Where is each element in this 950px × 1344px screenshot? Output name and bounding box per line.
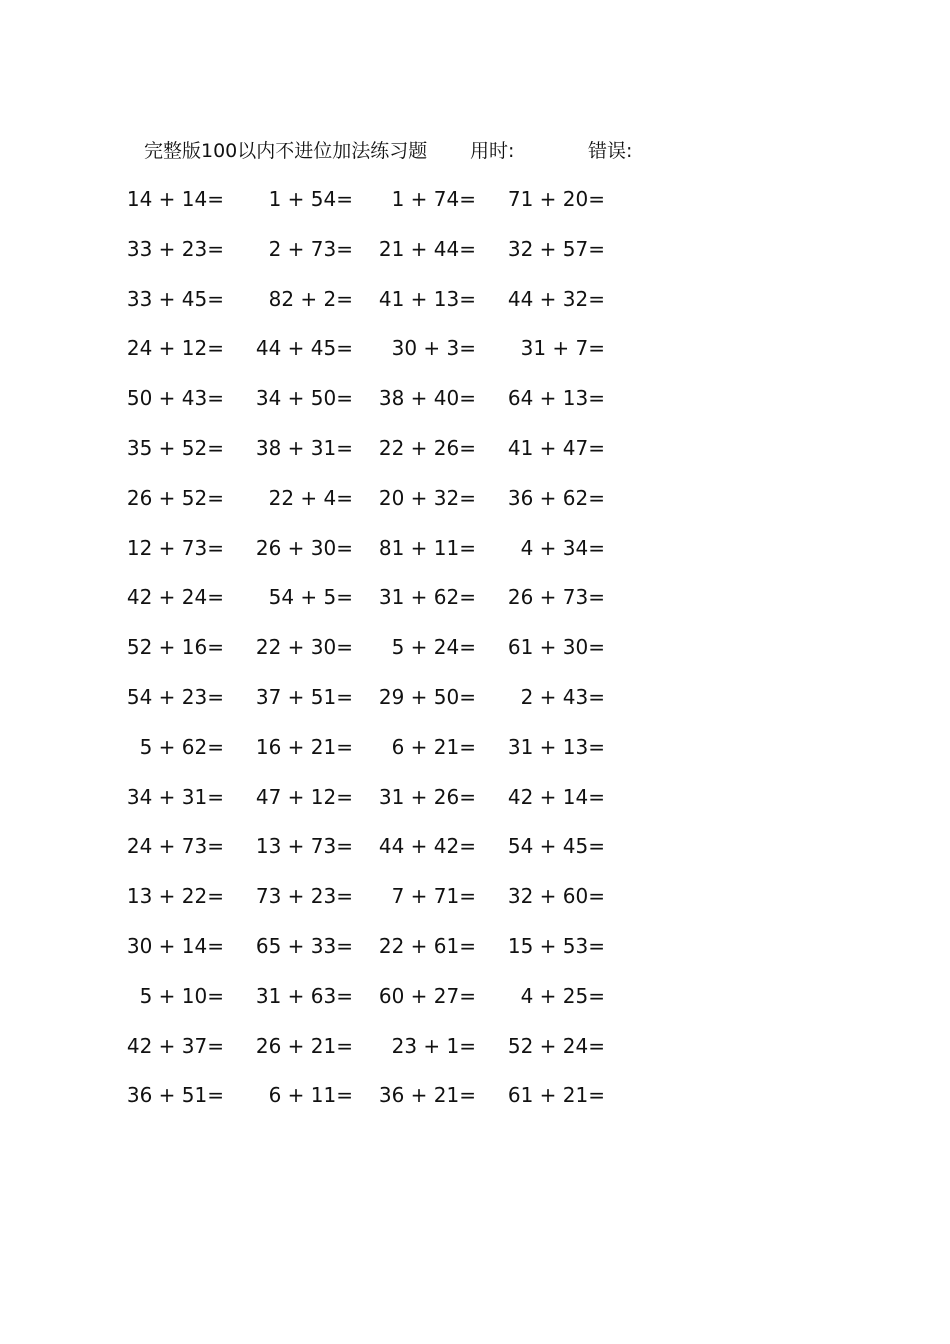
- addition-problem: 12 + 73=: [126, 535, 224, 560]
- addition-problem: 13 + 73=: [255, 834, 353, 859]
- addition-problem: 41 + 13=: [378, 286, 476, 311]
- addition-problem: 24 + 12=: [126, 336, 224, 361]
- addition-problem: 26 + 73=: [507, 585, 605, 610]
- problem-row: [0, 981, 950, 1031]
- addition-problem: 23 + 1=: [391, 1033, 476, 1058]
- addition-problem: 61 + 30=: [507, 635, 605, 660]
- problem-grid: [0, 184, 950, 1130]
- addition-problem: 22 + 4=: [268, 485, 353, 510]
- addition-problem: 26 + 30=: [255, 535, 353, 560]
- addition-problem: 37 + 51=: [255, 684, 353, 709]
- addition-problem: 22 + 26=: [378, 435, 476, 460]
- addition-problem: 5 + 10=: [139, 983, 224, 1008]
- addition-problem: 14 + 14=: [126, 187, 224, 211]
- addition-problem: 2 + 43=: [520, 684, 605, 709]
- addition-problem: 36 + 51=: [126, 1083, 224, 1108]
- problem-row: [0, 533, 950, 583]
- problem-row: [0, 682, 950, 732]
- addition-problem: 34 + 31=: [126, 784, 224, 809]
- addition-problem: 73 + 23=: [255, 884, 353, 909]
- addition-problem: 64 + 13=: [507, 386, 605, 411]
- addition-problem: 24 + 73=: [126, 834, 224, 859]
- addition-problem: 22 + 30=: [255, 635, 353, 660]
- addition-problem: 54 + 45=: [507, 834, 605, 859]
- addition-problem: 35 + 52=: [126, 435, 224, 460]
- problem-row: [0, 483, 950, 533]
- addition-problem: 44 + 45=: [255, 336, 353, 361]
- addition-problem: 26 + 21=: [255, 1033, 353, 1058]
- addition-problem: 4 + 25=: [520, 983, 605, 1008]
- problem-row: [0, 333, 950, 383]
- addition-problem: 32 + 57=: [507, 236, 605, 261]
- problem-row: [0, 1080, 950, 1130]
- addition-problem: 82 + 2=: [268, 286, 353, 311]
- addition-problem: 30 + 14=: [126, 933, 224, 958]
- problem-row: [0, 881, 950, 931]
- addition-problem: 5 + 24=: [391, 635, 476, 660]
- problem-row: [0, 383, 950, 433]
- addition-problem: 42 + 24=: [126, 585, 224, 610]
- addition-problem: 6 + 21=: [391, 734, 476, 759]
- addition-problem: 32 + 60=: [507, 884, 605, 909]
- addition-problem: 60 + 27=: [378, 983, 476, 1008]
- addition-problem: 31 + 7=: [520, 336, 605, 361]
- problem-row: [0, 831, 950, 881]
- addition-problem: 71 + 20=: [507, 187, 605, 211]
- addition-problem: 36 + 21=: [378, 1083, 476, 1108]
- addition-problem: 54 + 23=: [126, 684, 224, 709]
- addition-problem: 20 + 32=: [378, 485, 476, 510]
- problem-row: [0, 184, 950, 234]
- addition-problem: 16 + 21=: [255, 734, 353, 759]
- addition-problem: 38 + 31=: [255, 435, 353, 460]
- addition-problem: 33 + 23=: [126, 236, 224, 261]
- addition-problem: 5 + 62=: [139, 734, 224, 759]
- addition-problem: 42 + 14=: [507, 784, 605, 809]
- addition-problem: 7 + 71=: [391, 884, 476, 909]
- addition-problem: 81 + 11=: [378, 535, 476, 560]
- addition-problem: 52 + 16=: [126, 635, 224, 660]
- addition-problem: 26 + 52=: [126, 485, 224, 510]
- addition-problem: 29 + 50=: [378, 684, 476, 709]
- time-label: 用时:: [470, 140, 515, 162]
- worksheet-header: [0, 136, 950, 166]
- problem-row: [0, 782, 950, 832]
- addition-problem: 30 + 3=: [391, 336, 476, 361]
- problem-row: [0, 582, 950, 632]
- addition-problem: 33 + 45=: [126, 286, 224, 311]
- addition-problem: 15 + 53=: [507, 933, 605, 958]
- addition-problem: 31 + 63=: [255, 983, 353, 1008]
- worksheet-title: 完整版100以内不进位加法练习题: [144, 140, 428, 162]
- addition-problem: 50 + 43=: [126, 386, 224, 411]
- addition-problem: 4 + 34=: [520, 535, 605, 560]
- problem-row: [0, 284, 950, 334]
- addition-problem: 44 + 32=: [507, 286, 605, 311]
- addition-problem: 65 + 33=: [255, 933, 353, 958]
- problem-row: [0, 732, 950, 782]
- addition-problem: 31 + 26=: [378, 784, 476, 809]
- addition-problem: 47 + 12=: [255, 784, 353, 809]
- addition-problem: 21 + 44=: [378, 236, 476, 261]
- addition-problem: 41 + 47=: [507, 435, 605, 460]
- problem-row: [0, 632, 950, 682]
- problem-row: [0, 931, 950, 981]
- addition-problem: 22 + 61=: [378, 933, 476, 958]
- addition-problem: 34 + 50=: [255, 386, 353, 411]
- addition-problem: 31 + 13=: [507, 734, 605, 759]
- addition-problem: 42 + 37=: [126, 1033, 224, 1058]
- addition-problem: 38 + 40=: [378, 386, 476, 411]
- addition-problem: 61 + 21=: [507, 1083, 605, 1108]
- addition-problem: 13 + 22=: [126, 884, 224, 909]
- error-label: 错误:: [588, 140, 633, 162]
- addition-problem: 1 + 54=: [268, 187, 353, 211]
- addition-problem: 52 + 24=: [507, 1033, 605, 1058]
- problem-row: [0, 433, 950, 483]
- problem-row: [0, 1031, 950, 1081]
- addition-problem: 1 + 74=: [391, 187, 476, 211]
- addition-problem: 2 + 73=: [268, 236, 353, 261]
- problem-row: [0, 234, 950, 284]
- addition-problem: 44 + 42=: [378, 834, 476, 859]
- addition-problem: 6 + 11=: [268, 1083, 353, 1108]
- addition-problem: 36 + 62=: [507, 485, 605, 510]
- addition-problem: 31 + 62=: [378, 585, 476, 610]
- addition-problem: 54 + 5=: [268, 585, 353, 610]
